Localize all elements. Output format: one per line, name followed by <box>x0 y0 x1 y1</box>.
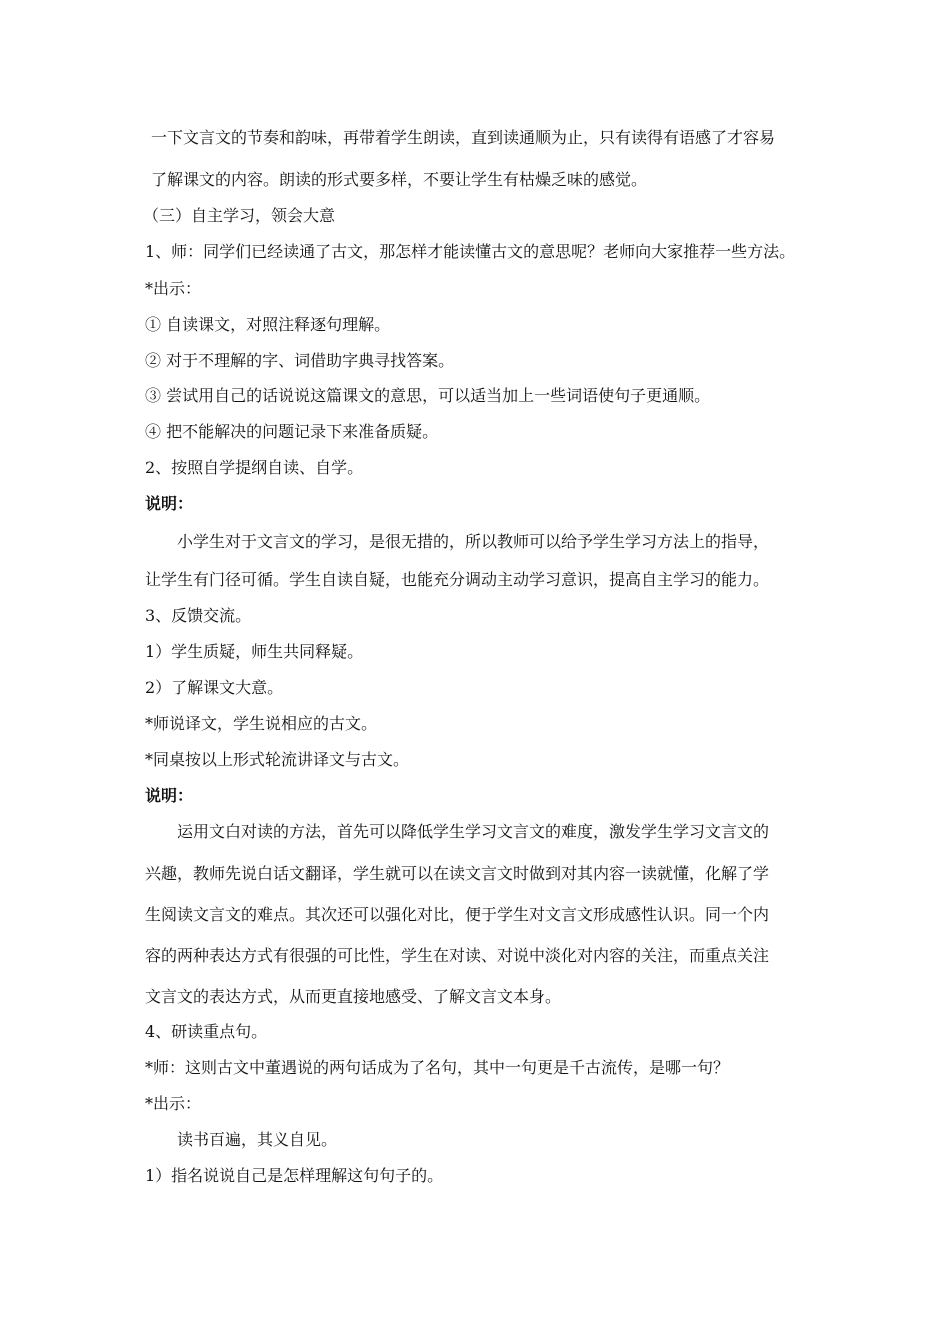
paragraph-line: 文言文的表达方式，从而更直接地感受、了解文言文本身。 <box>145 987 562 1006</box>
numbered-item: 4、研读重点句。 <box>145 1022 268 1041</box>
paragraph-line: 容的两种表达方式有很强的可比性，学生在对读、对说中淡化对内容的关注，而重点关注 <box>145 946 770 965</box>
list-item: 2）了解课文大意。 <box>145 678 284 697</box>
section-heading: （三）自主学习，领会大意 <box>143 206 336 225</box>
paragraph-line: 一下文言文的节奏和韵味，再带着学生朗读，直到读通顺为止，只有读得有语感了才容易 <box>151 128 776 147</box>
paragraph-line: 小学生对于文言文的学习，是很无措的，所以教师可以给予学生学习方法上的指导， <box>177 532 770 551</box>
paragraph-line: 生阅读文言文的难点。其次还可以强化对比，便于学生对文言文形成感性认识。同一个内 <box>145 905 770 924</box>
paragraph-line: 让学生有门径可循。学生自读自疑，也能充分调动主动学习意识，提高自主学习的能力。 <box>145 570 770 589</box>
list-item: *同桌按以上形式轮流讲译文与古文。 <box>145 750 410 769</box>
list-item: ② 对于不理解的字、词借助字典寻找答案。 <box>145 351 455 370</box>
quote-line: 读书百遍，其义自见。 <box>177 1130 338 1149</box>
show-marker: *出示： <box>145 279 202 298</box>
list-item: ③ 尝试用自己的话说说这篇课文的意思，可以适当加上一些词语使句子更通顺。 <box>145 386 711 405</box>
list-item: *师说译文，学生说相应的古文。 <box>145 714 378 733</box>
note-heading: 说明： <box>145 786 194 805</box>
numbered-item: 3、反馈交流。 <box>145 606 252 625</box>
note-heading: 说明： <box>145 494 194 513</box>
paragraph-line: 兴趣，教师先说白话文翻译，学生就可以在读文言文时做到对其内容一读就懂，化解了学 <box>145 864 770 883</box>
numbered-item: 2、按照自学提纲自读、自学。 <box>145 458 364 477</box>
numbered-item: 1、师：同学们已经读通了古文，那怎样才能读懂古文的意思呢？老师向大家推荐一些方法。 <box>145 242 796 261</box>
list-item: *师：这则古文中董遇说的两句话成为了名句，其中一句更是千古流传，是哪一句？ <box>145 1058 730 1077</box>
list-item: 1）学生质疑，师生共同释疑。 <box>145 642 364 661</box>
paragraph-line: 运用文白对读的方法，首先可以降低学生学习文言文的难度，激发学生学习文言文的 <box>177 822 770 841</box>
list-item: 1）指名说说自己是怎样理解这句句子的。 <box>145 1166 444 1185</box>
list-item: ④ 把不能解决的问题记录下来准备质疑。 <box>145 422 439 441</box>
paragraph-line: 了解课文的内容。朗读的形式要多样，不要让学生有枯燥乏味的感觉。 <box>151 170 648 189</box>
show-marker: *出示： <box>145 1094 202 1113</box>
list-item: ① 自读课文，对照注释逐句理解。 <box>145 315 391 334</box>
